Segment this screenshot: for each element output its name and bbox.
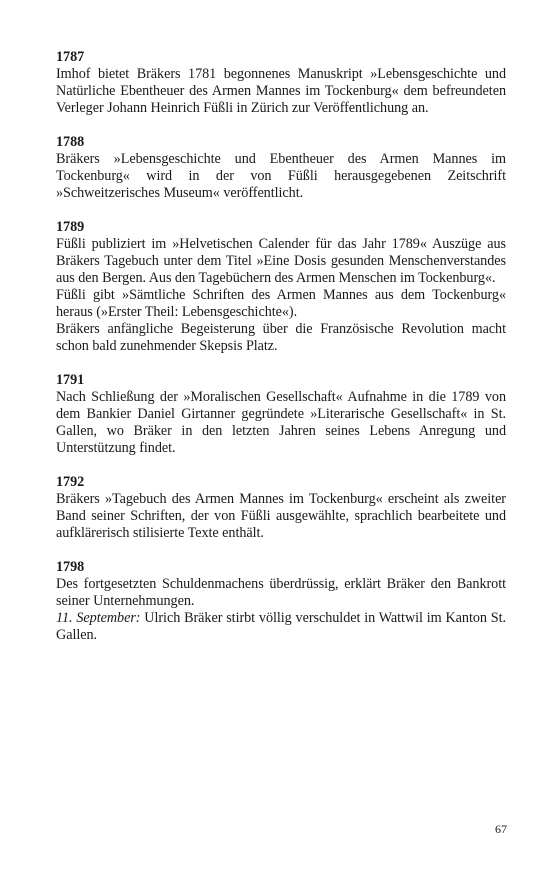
entry-paragraph: Bräkers »Lebensgeschichte und Ebentheuer des Armen Mannes im Tockenburg« wird in der von Füßli herausgegebenen Zeitschrift »Schweitzerisches Museum« veröffentlicht. [56, 151, 506, 201]
entry-1788 [56, 134, 506, 202]
year-heading: 1798 [56, 559, 85, 575]
entry-1798 [56, 559, 506, 644]
page-number: 67 [495, 822, 507, 836]
year-heading: 1789 [56, 219, 85, 235]
date-label: 11. September: [56, 610, 141, 626]
entry-paragraph: Füßli gibt »Sämtliche Schriften des Armen Mannes aus dem Tockenburg« heraus (»Erster Theil: Lebensgeschichte«). [56, 287, 506, 320]
entry-paragraph [56, 610, 506, 644]
entry-1792 [56, 474, 506, 542]
year-heading: 1788 [56, 134, 85, 150]
entry-paragraph: Des fortgesetzten Schuldenmachens überdrüssig, erklärt Bräker den Bankrott seiner Unternehmungen. [56, 576, 506, 609]
entry-1787 [56, 49, 506, 117]
entry-paragraph: Bräkers anfängliche Begeisterung über die Französische Revolution macht schon bald zunehmender Skepsis Platz. [56, 321, 506, 354]
entry-paragraph: Bräkers »Tagebuch des Armen Mannes im Tockenburg« erscheint als zweiter Band seiner Schriften, der von Füßli ausgewählte, sprachlich bearbeitete und aufklärerisch stilisierte Texte enthält. [56, 491, 506, 541]
year-heading: 1787 [56, 49, 85, 65]
entry-paragraph: Nach Schließung der »Moralischen Gesellschaft« Aufnahme in die 1789 von dem Bankier Daniel Girtanner gegründete »Literarische Gesellschaft« in St. Gallen, wo Bräker in den letzten Jahren seines Lebens Anregung und Unterstützung findet. [56, 389, 506, 456]
chronology-text [56, 49, 506, 661]
entry-paragraph: Füßli publiziert im »Helvetischen Calender für das Jahr 1789« Auszüge aus Bräkers Tagebuch unter dem Titel »Eine Dosis gesunden Menschenverstandes aus den Bergen. Aus den Tagebüchern des Armen Menschen im Tockenburg«. [56, 236, 506, 286]
entry-1789 [56, 219, 506, 355]
year-heading: 1792 [56, 474, 85, 490]
year-heading: 1791 [56, 372, 85, 388]
entry-1791 [56, 372, 506, 457]
entry-paragraph-text: Ulrich Bräker stirbt völlig verschuldet in Wattwil im Kanton St. Gallen. [56, 610, 506, 643]
entry-paragraph: Imhof bietet Bräkers 1781 begonnenes Manuskript »Lebensgeschichte und Natürliche Ebentheuer des Armen Mannes im Tockenburg« dem befreundeten Verleger Johann Heinrich Füßli in Zürich zur Veröffentlichung an. [56, 66, 506, 116]
